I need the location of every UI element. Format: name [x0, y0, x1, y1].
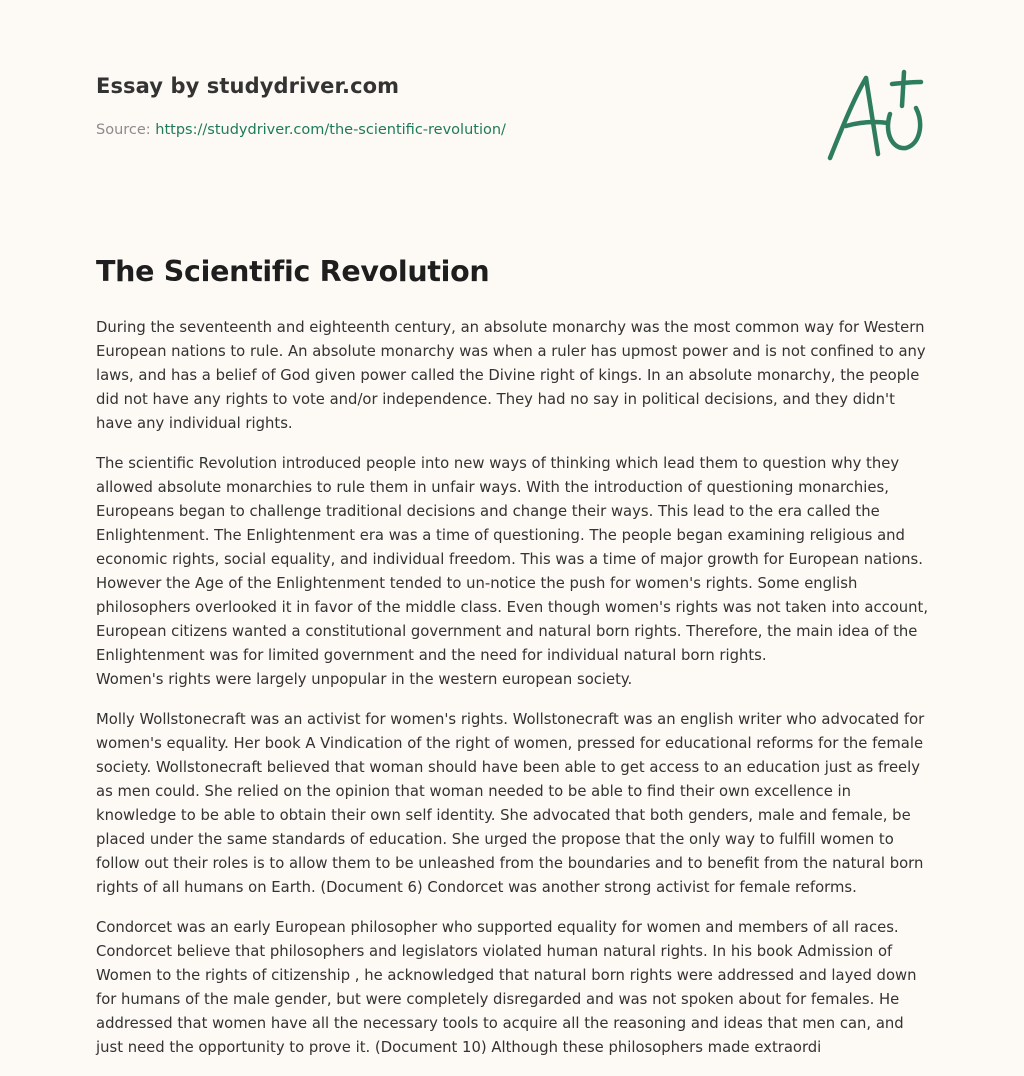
essay-body — [96, 316, 934, 1076]
source-link[interactable]: https://studydriver.com/the-scientific-revolution/ — [155, 122, 506, 138]
essay-paragraph: Women's rights were largely unpopular in the western european society. — [96, 671, 633, 688]
source-label: Source: — [96, 122, 156, 138]
essay-paragraph: Condorcet was an early European philosopher who supported equality for women and members of all races. Condorcet believe that philosophers and legislators violated human natural rights. In his book Admission of Women to the rights of citizenship , he acknowledged that natural born rights were addressed and layed down for humans of the male gender, but were completely disregarded and was not spoken about for females. He addressed that women have all the necessary tools to acquire all the reasoning and ideas that men can, and just need the opportunity to prove it. (Document 10) Although these philosophers made extraordi — [96, 919, 917, 1056]
a-plus-logo-icon — [820, 66, 930, 166]
essay-paragraph: The scientific Revolution introduced people into new ways of thinking which lead them to question why they allowed absolute monarchies to rule them in unfair ways. With the introduction of questioning monarchies, Europeans began to challenge traditional decisions and change their ways. This lead to the era called the Enlightenment. The Enlightenment era was a time of questioning. The people began examining religious and economic rights, social equality, and individual freedom. This was a time of major growth for European nations. However the Age of the Enlightenment tended to un-notice the push for women's rights. Some english philosophers overlooked it in favor of the middle class. Even though women's rights was not taken into account, European citizens wanted a constitutional government and natural born rights. Therefore, the main idea of the Enlightenment was for limited government and the need for individual natural born rights. — [96, 455, 929, 664]
site-brand: Essay by studydriver.com — [96, 74, 400, 98]
essay-title: The Scientific Revolution — [96, 255, 490, 288]
source-line — [96, 122, 796, 138]
essay-header — [96, 74, 796, 138]
essay-paragraph: Molly Wollstonecraft was an activist for women's rights. Wollstonecraft was an english writer who advocated for women's equality. Her book A Vindication of the right of women, pressed for educational reforms for the female society. Wollstonecraft believed that woman should have been able to get access to an education just as freely as men could. She relied on the opinion that woman needed to be able to find their own excellence in knowledge to be able to obtain their own self identity. She advocated that both genders, male and female, be placed under the same standards of education. She urged the propose that the only way to fulfill women to follow out their roles is to allow them to be unleashed from the boundaries and to benefit from the natural born rights of all humans on Earth. (Document 6) Condorcet was another strong activist for female reforms. — [96, 711, 925, 896]
essay-paragraph: During the seventeenth and eighteenth century, an absolute monarchy was the most common way for Western European nations to rule. An absolute monarchy was when a ruler has upmost power and is not confined to any laws, and has a belief of God given power called the Divine right of kings. In an absolute monarchy, the people did not have any rights to vote and/or independence. They had no say in political decisions, and they didn't have any individual rights. — [96, 319, 926, 432]
